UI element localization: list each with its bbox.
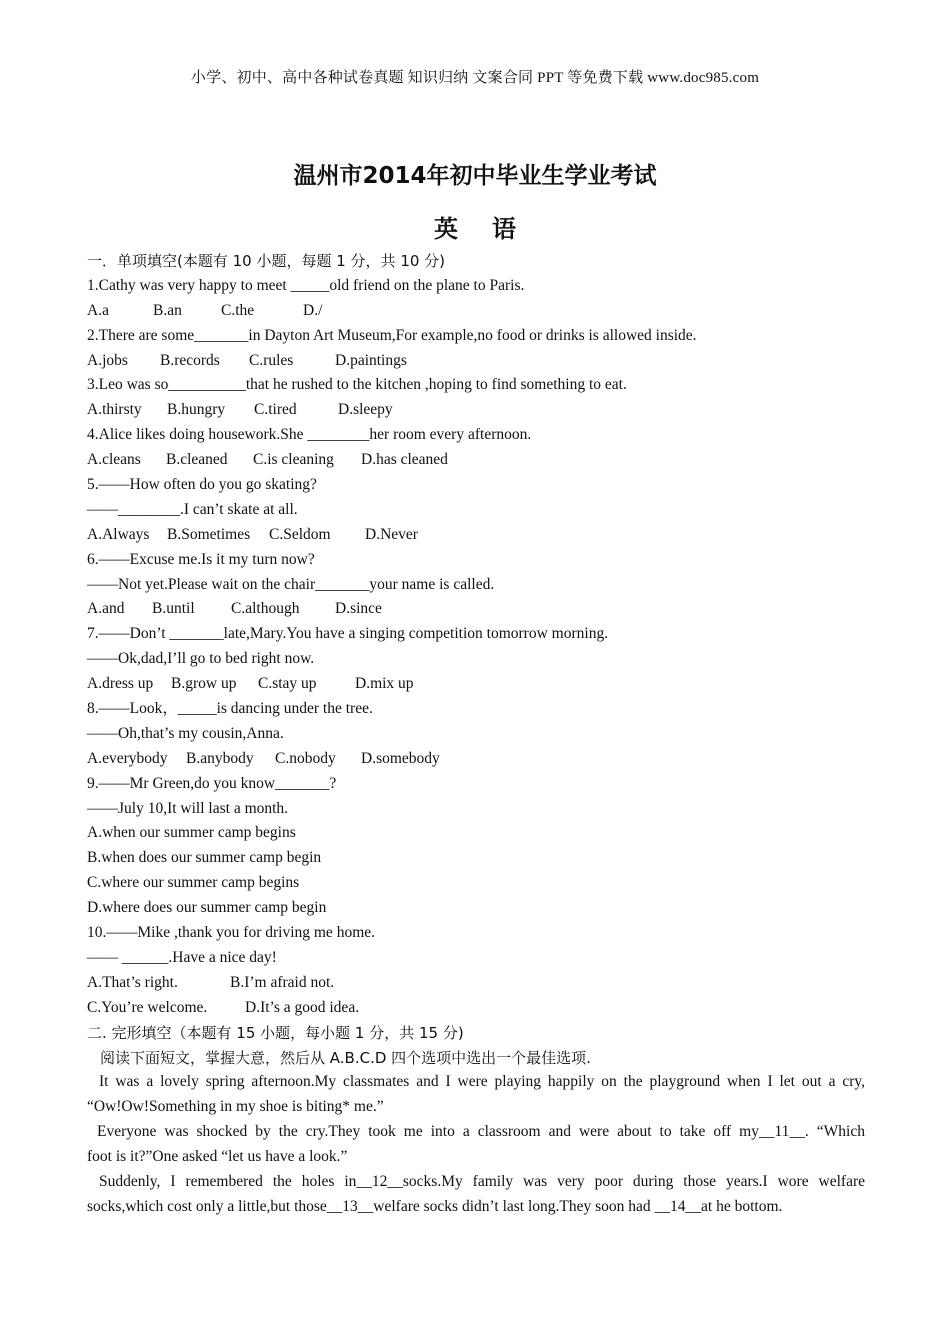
question-10-options-row-2 bbox=[87, 996, 865, 1021]
option-b: B.cleaned bbox=[166, 451, 228, 469]
passage-paragraph-2-line-2: foot is it?”One asked “let us have a look.” bbox=[87, 1148, 348, 1166]
option-c: C.stay up bbox=[258, 675, 317, 693]
option-d: D.has cleaned bbox=[361, 451, 448, 469]
question-8-options bbox=[87, 747, 865, 772]
question-3-options bbox=[87, 398, 865, 423]
question-9-option-c: C.where our summer camp begins bbox=[87, 874, 300, 892]
option-b: B.Sometimes bbox=[167, 525, 251, 543]
option-a: A.cleans bbox=[87, 451, 141, 469]
option-c: C.is cleaning bbox=[253, 451, 334, 469]
option-b: B.until bbox=[152, 600, 195, 618]
question-6-reply: ——Not yet.Please wait on the chair_______your name is called. bbox=[87, 575, 495, 593]
question-6: 6.——Excuse me.Is it my turn now? bbox=[87, 550, 315, 568]
question-9-option-d: D.where does our summer camp begin bbox=[87, 899, 327, 917]
exam-title: 温州市2014年初中毕业生学业考试 bbox=[293, 163, 657, 189]
option-b: B.grow up bbox=[171, 675, 237, 693]
question-4: 4.Alice likes doing housework.She ________her room every afternoon. bbox=[87, 426, 532, 444]
option-a: A.a bbox=[87, 301, 109, 319]
option-a: A.everybody bbox=[87, 749, 168, 767]
question-10-reply: —— ______.Have a nice day! bbox=[87, 948, 277, 966]
question-1-options bbox=[87, 299, 865, 324]
question-3: 3.Leo was so__________that he rushed to the kitchen ,hoping to find something to eat. bbox=[87, 376, 627, 394]
option-b: B.anybody bbox=[186, 749, 254, 767]
passage-paragraph-1-line-2: “Ow!Ow!Something in my shoe is biting* me.” bbox=[87, 1098, 384, 1116]
question-8: 8.——Look，_____is dancing under the tree. bbox=[87, 700, 373, 718]
question-5-options bbox=[87, 523, 865, 548]
option-d: D.paintings bbox=[335, 351, 407, 369]
question-7-reply: ——Ok,dad,I’ll go to bed right now. bbox=[87, 650, 315, 668]
passage-paragraph-3-line-1: Suddenly, I remembered the holes in__12__socks.My family was very poor during those years.I wore welfare bbox=[99, 1172, 865, 1190]
question-1: 1.Cathy was very happy to meet _____old friend on the plane to Paris. bbox=[87, 276, 525, 294]
question-10-options-row-1 bbox=[87, 971, 865, 996]
section-2-heading: 二. 完形填空（本题有 15 小题，每小题 1 分，共 15 分) bbox=[87, 1023, 464, 1042]
question-9-reply: ——July 10,It will last a month. bbox=[87, 799, 289, 817]
option-a: A.thirsty bbox=[87, 401, 142, 419]
question-4-options bbox=[87, 448, 865, 473]
option-a: A.dress up bbox=[87, 675, 154, 693]
option-d: D./ bbox=[303, 301, 323, 319]
option-c: C.although bbox=[231, 600, 300, 618]
question-8-reply: ——Oh,that’s my cousin,Anna. bbox=[87, 724, 284, 742]
question-2: 2.There are some_______in Dayton Art Museum,For example,no food or drinks is allowed inside. bbox=[87, 326, 697, 344]
option-a: A.jobs bbox=[87, 351, 128, 369]
page-header-banner: 小学、初中、高中各种试卷真题 知识归纳 文案合同 PPT 等免费下载 www.doc985.com bbox=[190, 70, 760, 86]
section-1-heading: 一．单项填空(本题有 10 小题，每题 1 分，共 10 分) bbox=[87, 252, 446, 270]
question-9: 9.——Mr Green,do you know_______? bbox=[87, 774, 337, 792]
passage-paragraph-3-line-2: socks,which cost only a little,but those__13__welfare socks didn’t last long.They soon had __14__at he bottom. bbox=[87, 1197, 783, 1215]
option-c: C.nobody bbox=[275, 749, 336, 767]
option-a: A.Always bbox=[87, 525, 150, 543]
exam-content bbox=[87, 249, 865, 1220]
option-a: A.and bbox=[87, 600, 125, 618]
option-d: D.mix up bbox=[355, 675, 414, 693]
passage-paragraph-1-line-1: It was a lovely spring afternoon.My classmates and I were playing happily on the playground when I let out a cry, bbox=[99, 1073, 865, 1091]
question-9-option-a: A.when our summer camp begins bbox=[87, 824, 296, 842]
question-9-option-b: B.when does our summer camp begin bbox=[87, 849, 322, 867]
option-c: C.tired bbox=[254, 401, 297, 419]
question-7-options bbox=[87, 672, 865, 697]
option-b: B.records bbox=[160, 351, 220, 369]
question-5: 5.——How often do you go skating? bbox=[87, 476, 317, 494]
question-10: 10.——Mike ,thank you for driving me home. bbox=[87, 924, 375, 942]
passage-paragraph-2-line-1: Everyone was shocked by the cry.They took me into a classroom and were about to take off my__11__. “Which bbox=[97, 1123, 865, 1141]
option-b: B.an bbox=[153, 301, 182, 319]
option-b: B.I’m afraid not. bbox=[230, 973, 335, 991]
question-7: 7.——Don’t _______late,Mary.You have a singing competition tomorrow morning. bbox=[87, 625, 609, 643]
option-d: D.It’s a good idea. bbox=[245, 998, 360, 1016]
option-c: C.Seldom bbox=[269, 525, 331, 543]
option-a: A.That’s right. bbox=[87, 973, 178, 991]
option-d: D.since bbox=[335, 600, 382, 618]
exam-subject: 英语 bbox=[434, 215, 550, 243]
option-d: D.sleepy bbox=[338, 401, 393, 419]
section-2-instruction: 阅读下面短文，掌握大意，然后从 A.B.C.D 四个选项中选出一个最佳选项. bbox=[100, 1048, 591, 1067]
option-d: D.somebody bbox=[361, 749, 440, 767]
question-6-options bbox=[87, 597, 865, 622]
option-b: B.hungry bbox=[167, 401, 226, 419]
option-c: C.rules bbox=[249, 351, 294, 369]
option-c: C.the bbox=[221, 301, 255, 319]
question-2-options bbox=[87, 349, 865, 374]
option-c: C.You’re welcome. bbox=[87, 998, 208, 1016]
option-d: D.Never bbox=[365, 525, 418, 543]
question-5-reply: ——________.I can’t skate at all. bbox=[87, 500, 298, 518]
